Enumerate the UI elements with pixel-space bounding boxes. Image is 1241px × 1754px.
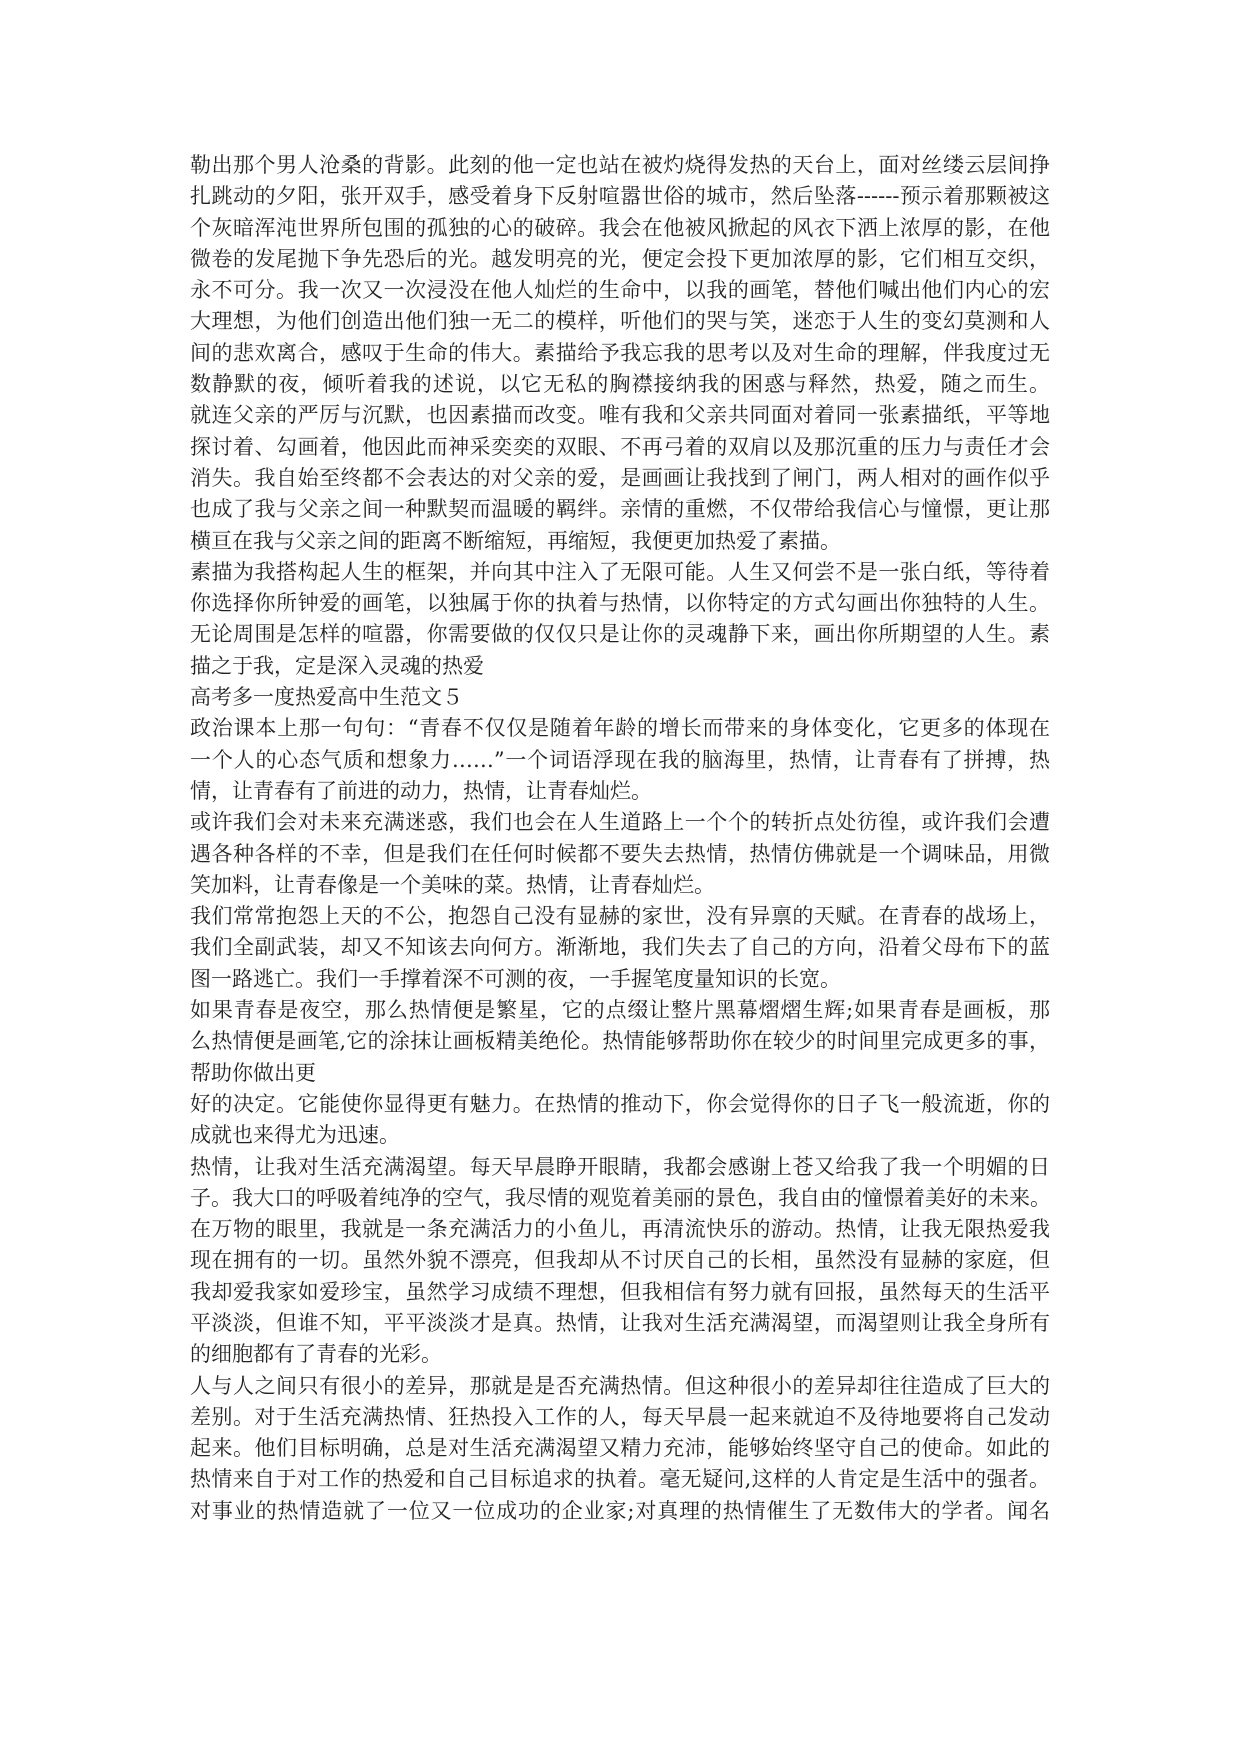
text-line: 素描为我搭构起人生的框架，并向其中注入了无限可能。人生又何尝不是一张白纸，等待着 bbox=[190, 559, 1050, 584]
text-line: 遇各种各样的不幸，但是我们在任何时候都不要失去热情，热情仿佛就是一个调味品，用微 bbox=[190, 841, 1050, 866]
text-line: 个灰暗浑沌世界所包围的孤独的心的破碎。我会在他被风掀起的风衣下洒上浓厚的影，在他 bbox=[190, 215, 1050, 240]
text-line: 大理想，为他们创造出他们独一无二的模样，听他们的哭与笑，迷恋于人生的变幻莫测和人 bbox=[190, 309, 1050, 334]
text-line: 我们常常抱怨上天的不公，抱怨自己没有显赫的家世，没有异禀的天赋。在青春的战场上， bbox=[190, 904, 1050, 929]
text-line: 好的决定。它能使你显得更有魅力。在热情的推动下，你会觉得你的日子飞一般流逝，你的 bbox=[190, 1091, 1050, 1116]
text-line: 么热情便是画笔,它的涂抹让画板精美绝伦。热情能够帮助你在较少的时间里完成更多的事， bbox=[190, 1029, 1050, 1054]
text-line: 你选择你所钟爱的画笔，以独属于你的执着与热情，以你特定的方式勾画出你独特的人生。 bbox=[190, 591, 1050, 616]
text-line: 平淡淡，但谁不知，平平淡淡才是真。热情，让我对生活充满渴望，而渴望则让我全身所有 bbox=[190, 1310, 1050, 1335]
text-line: 笑加料，让青春像是一个美味的菜。热情，让青春灿烂。 bbox=[190, 872, 715, 897]
text-line: 帮助你做出更 bbox=[190, 1060, 316, 1085]
text-line: 无论周围是怎样的喧嚣，你需要做的仅仅只是让你的灵魂静下来，画出你所期望的人生。素 bbox=[190, 622, 1050, 647]
text-line: 消失。我自始至终都不会表达的对父亲的爱，是画画让我找到了闸门，两人相对的画作似乎 bbox=[190, 465, 1050, 490]
text-line: 永不可分。我一次又一次浸没在他人灿烂的生命中，以我的画笔，替他们喊出他们内心的宏 bbox=[190, 278, 1050, 303]
text-line: 间的悲欢离合，感叹于生命的伟大。素描给予我忘我的思考以及对生命的理解，伴我度过无 bbox=[190, 340, 1050, 365]
text-line: 图一路逃亡。我们一手撑着深不可测的夜，一手握笔度量知识的长宽。 bbox=[190, 966, 841, 991]
text-line: 热情来自于对工作的热爱和自己目标追求的执着。毫无疑问,这样的人肯定是生活中的强者。 bbox=[190, 1467, 1050, 1492]
text-line: 情，让青春有了前进的动力，热情，让青春灿烂。 bbox=[190, 778, 652, 803]
text-line: 横亘在我与父亲之间的距离不断缩短，再缩短，我便更加热爱了素描。 bbox=[190, 528, 841, 553]
body-text bbox=[190, 150, 1050, 1527]
text-line: 现在拥有的一切。虽然外貌不漂亮，但我却从不讨厌自己的长相，虽然没有显赫的家庭，但 bbox=[190, 1248, 1050, 1273]
text-line: 子。我大口的呼吸着纯净的空气，我尽情的观览着美丽的景色，我自由的憧憬着美好的未来。 bbox=[190, 1185, 1051, 1210]
text-line: 起来。他们目标明确，总是对生活充满渴望又精力充沛，能够始终坚守自己的使命。如此的 bbox=[190, 1436, 1050, 1461]
section-heading: 高考多一度热爱高中生范文５ bbox=[190, 685, 463, 710]
text-line: 差别。对于生活充满热情、狂热投入工作的人，每天早晨一起来就迫不及待地要将自己发动 bbox=[190, 1404, 1050, 1429]
text-line: 微卷的发尾抛下争先恐后的光。越发明亮的光，便定会投下更加浓厚的影，它们相互交织， bbox=[190, 246, 1050, 271]
text-line: 就连父亲的严厉与沉默，也因素描而改变。唯有我和父亲共同面对着同一张素描纸，平等地 bbox=[190, 403, 1050, 428]
text-line: 的细胞都有了青春的光彩。 bbox=[190, 1342, 442, 1367]
text-line: 如果青春是夜空，那么热情便是繁星，它的点缀让整片黑幕熠熠生辉;如果青春是画板，那 bbox=[190, 998, 1050, 1023]
text-line: 成就也来得尤为迅速。 bbox=[190, 1123, 400, 1148]
text-line: 描之于我，定是深入灵魂的热爱 bbox=[190, 653, 484, 678]
text-line: 热情，让我对生活充满渴望。每天早晨睁开眼睛，我都会感谢上苍又给我了我一个明媚的日 bbox=[190, 1154, 1050, 1179]
text-line: 勒出那个男人沧桑的背影。此刻的他一定也站在被灼烧得发热的天台上，面对丝缕云层间挣 bbox=[190, 153, 1050, 177]
text-line: 我却爱我家如爱珍宝，虽然学习成绩不理想，但我相信有努力就有回报，虽然每天的生活平 bbox=[190, 1279, 1050, 1304]
text-line: 也成了我与父亲之间一种默契而温暖的羁绊。亲情的重燃，不仅带给我信心与憧憬，更让那 bbox=[190, 497, 1050, 522]
text-line: 政治课本上那一句句：“青春不仅仅是随着年龄的增长而带来的身体变化，它更多的体现在 bbox=[190, 716, 1050, 741]
text-line: 我们全副武装，却又不知该去向何方。渐渐地，我们失去了自己的方向，沿着父母布下的蓝 bbox=[190, 935, 1050, 960]
text-line: 在万物的眼里，我就是一条充满活力的小鱼儿，再清流快乐的游动。热情，让我无限热爱我 bbox=[190, 1217, 1050, 1242]
text-line: 对事业的热情造就了一位又一位成功的企业家;对真理的热情催生了无数伟大的学者。闻名 bbox=[190, 1498, 1050, 1523]
text-line: 一个人的心态气质和想象力……”一个词语浮现在我的脑海里，热情，让青春有了拼搏，热 bbox=[190, 747, 1050, 772]
text-line: 探讨着、勾画着，他因此而神采奕奕的双眼、不再弓着的双肩以及那沉重的压力与责任才会 bbox=[190, 434, 1050, 459]
text-line: 扎跳动的夕阳，张开双手，感受着身下反射喧嚣世俗的城市，然后坠落------预示着那颗被这 bbox=[190, 184, 1050, 209]
text-line: 或许我们会对未来充满迷惑，我们也会在人生道路上一个个的转折点处彷徨，或许我们会遭 bbox=[190, 810, 1050, 835]
text-line: 数静默的夜，倾听着我的述说，以它无私的胸襟接纳我的困惑与释然，热爱，随之而生。 bbox=[190, 372, 1050, 397]
text-line: 人与人之间只有很小的差异，那就是是否充满热情。但这种很小的差异却往往造成了巨大的 bbox=[190, 1373, 1050, 1398]
